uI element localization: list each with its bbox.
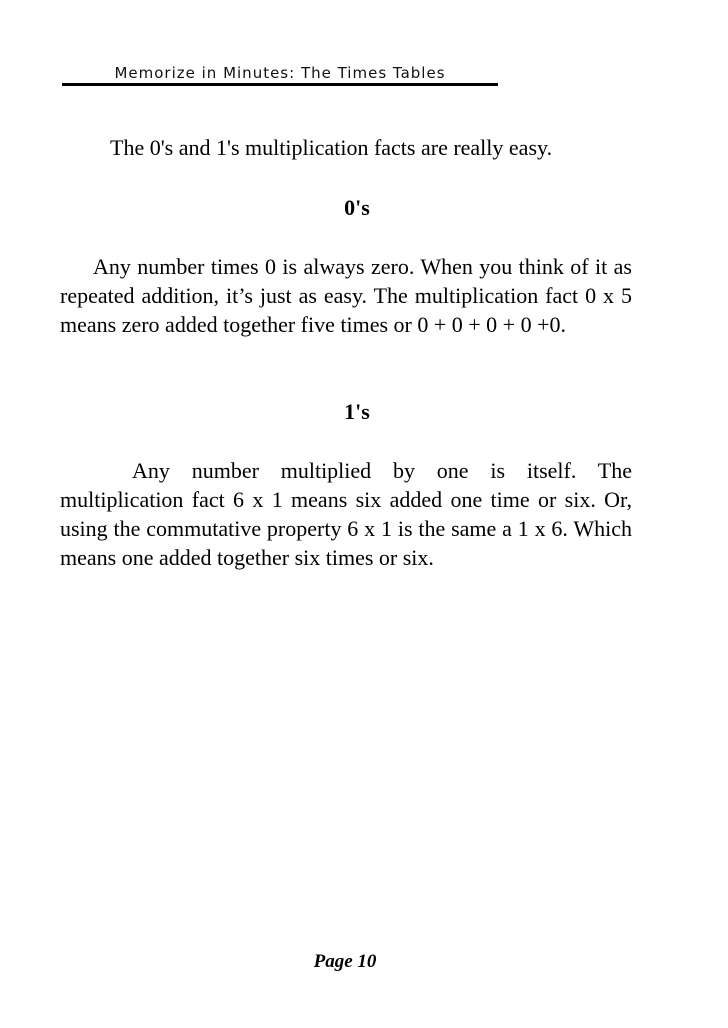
running-header: Memorize in Minutes: The Times Tables xyxy=(114,64,446,82)
page-number: Page 10 xyxy=(313,951,377,972)
section-paragraph-ones: Any number multiplied by one is itself. The multiplication fact 6 x 1 means six added one time or six. Or, using the commutative property 6 x 1 is the same a 1 x 6. Which means one added together six times or six. xyxy=(60,458,632,570)
section-heading-zeros: 0's xyxy=(344,195,370,220)
intro-paragraph: The 0's and 1's multiplication facts are really easy. xyxy=(110,135,553,160)
section-heading-ones: 1's xyxy=(344,399,370,424)
section-paragraph-zeros: Any number times 0 is always zero. When you think of it as repeated addition, it’s just as easy. The multiplication fact 0 x 5 means zero added together five times or 0 + 0 + 0 + 0 +0. xyxy=(60,254,632,337)
header-rule xyxy=(62,83,498,86)
